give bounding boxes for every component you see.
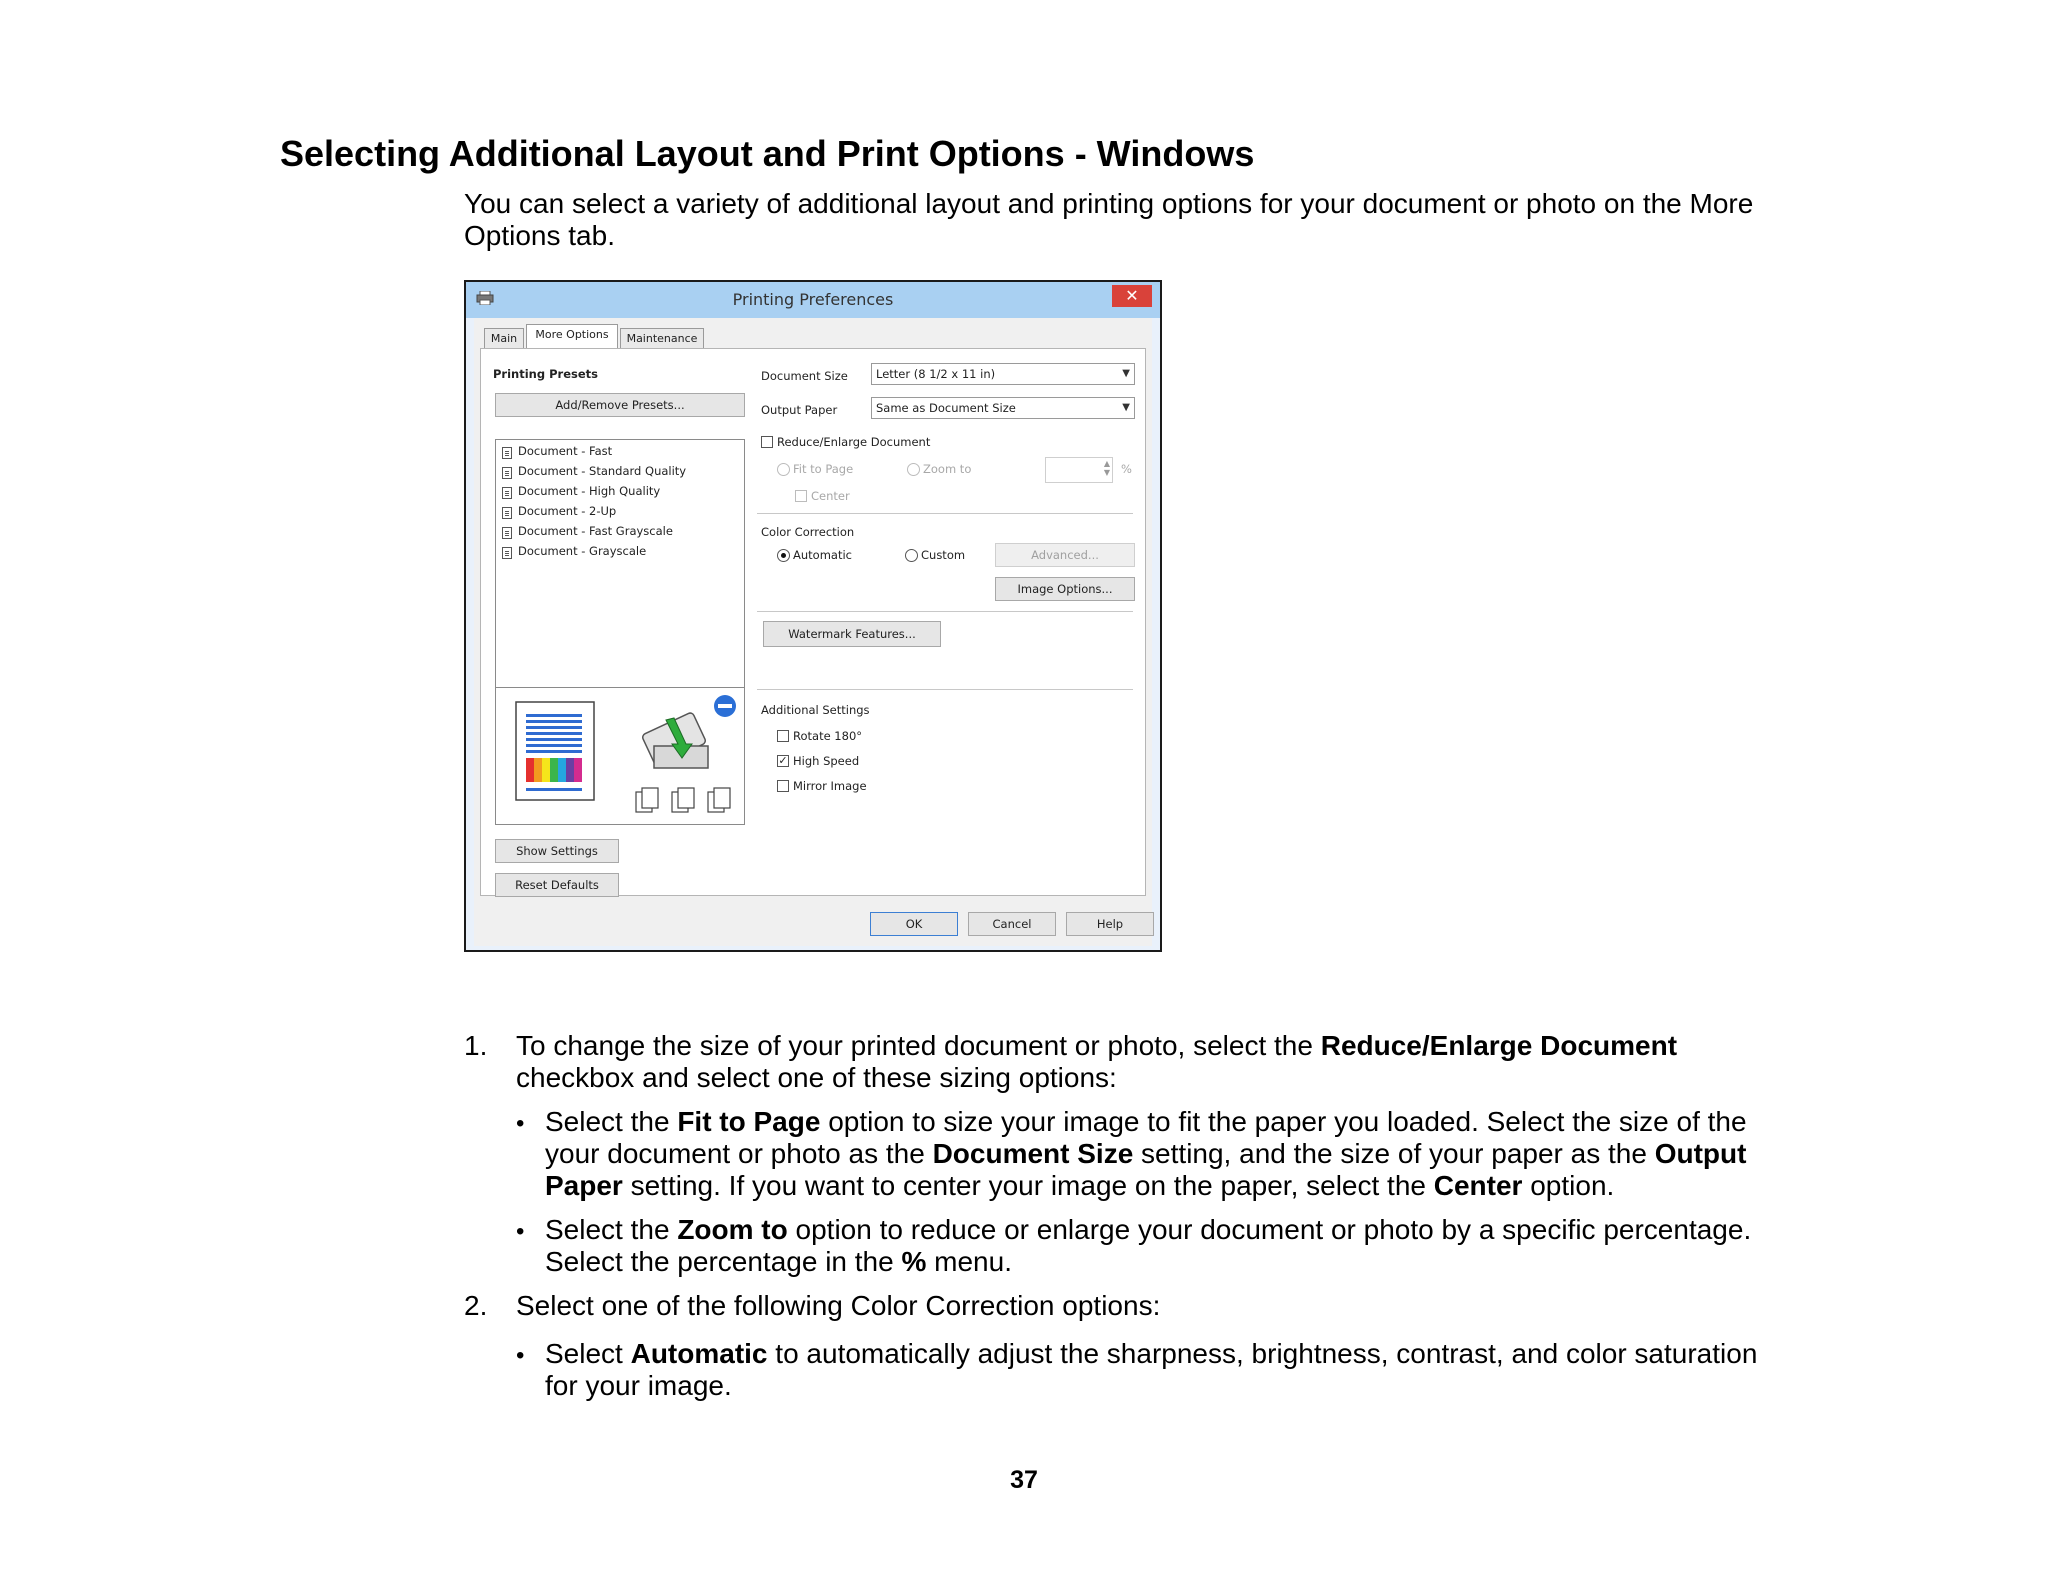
document-icon [502,527,512,539]
two-up-icon [502,507,512,519]
mirror-image-checkbox[interactable] [777,780,789,792]
step-number: 2. [464,1290,488,1321]
bold-term: Fit to Page [677,1106,821,1137]
fit-to-page-radio[interactable] [777,463,790,476]
more-options-panel [480,348,1146,896]
output-paper-select[interactable]: Same as Document Size ▼ [871,397,1135,419]
text-run: setting, and the size of your paper as the [1133,1138,1655,1169]
tab-more-options[interactable]: More Options [526,324,618,348]
text-run: checkbox and select one of these sizing options: [516,1062,1117,1093]
text-run: Select [545,1338,631,1369]
step-1-bullet-1 [545,1106,1785,1202]
step-2-bullet-1 [545,1338,1785,1402]
bold-term: Document Size [932,1138,1134,1169]
fit-to-page-label: Fit to Page [793,462,854,476]
text-run: option to reduce or enlarge your document or photo by a specific percentage. Select the percentage in the [545,1214,1752,1277]
text-run: Select the [545,1214,678,1245]
document-size-label: Document Size [761,369,848,383]
divider [757,689,1133,690]
intro-paragraph: You can select a variety of additional layout and printing options for your document or photo on the More Options tab. [464,188,1754,251]
text-run: Select one of the following Color Correction options: [516,1290,1161,1321]
dialog-titlebar [466,282,1160,318]
divider [757,513,1133,514]
mirror-image-label: Mirror Image [793,779,867,793]
tab-maintenance[interactable]: Maintenance [620,328,704,348]
add-remove-presets-button[interactable]: Add/Remove Presets... [495,393,745,417]
custom-radio[interactable] [905,549,918,562]
image-options-button[interactable]: Image Options... [995,577,1135,601]
bold-term: Center [1433,1170,1523,1201]
text-run: option to size your image to fit the paper you loaded. Select the size of the your document or photo as the [545,1106,1747,1169]
preview-graphic [496,688,744,824]
help-button[interactable]: Help [1066,912,1154,936]
bold-term: Reduce/Enlarge Document [1320,1030,1678,1061]
rotate-180-checkbox[interactable] [777,730,789,742]
close-icon: ✕ [1125,286,1139,305]
checkmark-icon: ✓ [778,754,788,767]
cancel-button[interactable]: Cancel [968,912,1056,936]
page-title: Selecting Additional Layout and Print Options - Windows [280,133,1255,174]
center-checkbox[interactable] [795,490,807,502]
high-speed-checkbox[interactable] [777,755,789,767]
watermark-features-button[interactable]: Watermark Features... [763,621,941,647]
document-icon [502,487,512,499]
zoom-to-radio[interactable] [907,463,920,476]
text-run: to automatically adjust the sharpness, brightness, contrast, and color saturation for your image. [545,1338,1758,1401]
bullet-marker: • [516,1218,525,1245]
center-label: Center [811,489,850,503]
printing-preferences-dialog [464,280,1162,952]
reset-defaults-button[interactable]: Reset Defaults [495,873,619,897]
color-correction-label: Color Correction [761,525,855,539]
additional-settings-label: Additional Settings [761,703,870,717]
bold-term: Automatic [630,1338,768,1369]
bullet-marker: • [516,1110,525,1137]
reduce-enlarge-checkbox[interactable] [761,436,773,448]
document-icon [502,447,512,459]
presets-list: Document - Fast Document - Standard Quality Document - High Quality Document - 2-Up Document - Fast Grayscale Document - Grayscale [495,439,745,689]
zoom-to-label: Zoom to [923,462,972,476]
divider [757,611,1133,612]
zoom-percent-spinner[interactable] [1045,457,1113,483]
text-run: Select the [545,1106,678,1137]
high-speed-label: High Speed [793,754,860,768]
step-number: 1. [464,1030,488,1061]
automatic-radio[interactable] [777,549,790,562]
print-preview [495,687,745,825]
advanced-button[interactable]: Advanced... [995,543,1135,567]
dialog-title: Printing Preferences [732,290,894,309]
show-settings-button[interactable]: Show Settings [495,839,619,863]
page-number: 37 [1010,1466,1038,1494]
ok-button[interactable]: OK [870,912,958,936]
automatic-label: Automatic [793,548,852,562]
output-paper-label: Output Paper [761,403,838,417]
bold-term: Output Paper [545,1138,1747,1201]
chevron-down-icon: ▼ [1122,402,1130,413]
document-icon [502,467,512,479]
tab-main[interactable]: Main [484,328,524,348]
dialog-content [474,318,1152,946]
percent-label: % [1121,462,1132,476]
text-run: option. [1522,1170,1615,1201]
text-run: menu. [926,1246,1012,1277]
custom-label: Custom [921,548,966,562]
text-run: setting. If you want to center your image on the paper, select the [622,1170,1434,1201]
bold-term: % [901,1246,927,1277]
step-1-bullet-2 [545,1214,1785,1278]
document-size-select[interactable]: Letter (8 1/2 x 11 in) ▼ [871,363,1135,385]
rotate-180-label: Rotate 180° [793,729,863,743]
spinner-arrows-icon: ▲ ▼ [1103,459,1110,477]
step-2-text [516,1290,1776,1322]
bullet-marker: • [516,1342,525,1369]
document-icon [502,547,512,559]
text-run: To change the size of your printed document or photo, select the [516,1030,1321,1061]
reduce-enlarge-label: Reduce/Enlarge Document [777,435,931,449]
chevron-down-icon: ▼ [1122,368,1130,379]
printing-presets-label: Printing Presets [493,367,598,381]
close-button[interactable] [1112,285,1152,307]
bold-term: Zoom to [677,1214,788,1245]
step-1-text [516,1030,1776,1094]
